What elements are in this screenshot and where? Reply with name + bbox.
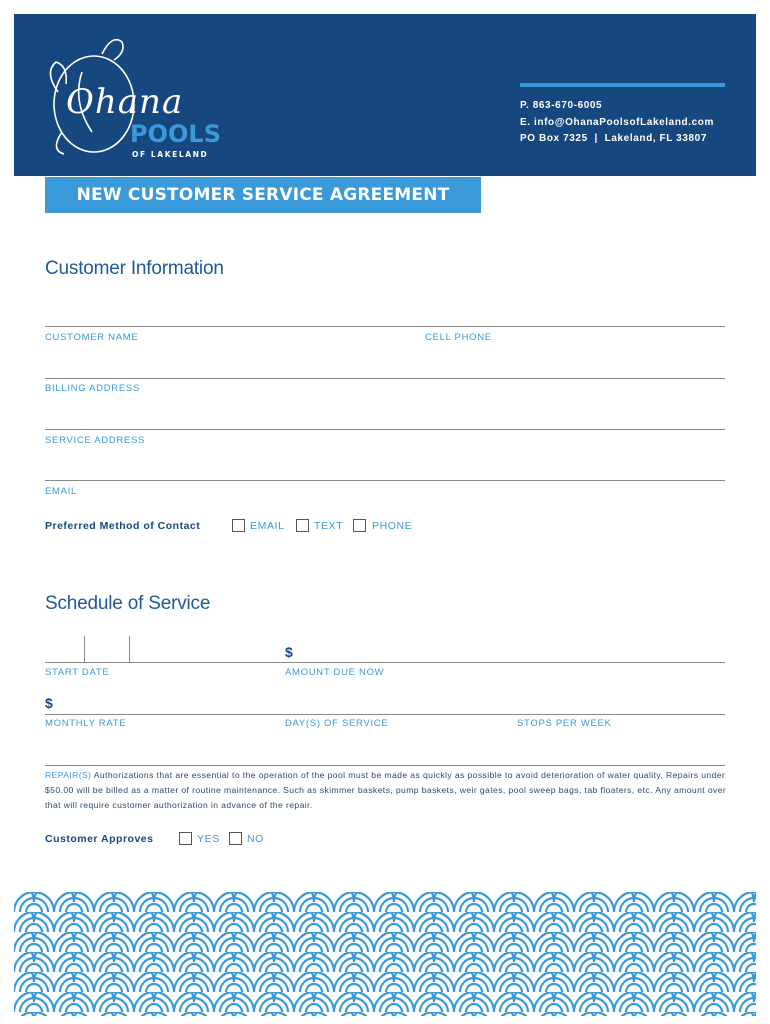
cell-phone-label: CELL PHONE bbox=[425, 332, 492, 343]
start-date-label: START DATE bbox=[45, 667, 110, 678]
logo-script-text: Ohana bbox=[66, 82, 184, 122]
customer-approves-label: Customer Approves bbox=[45, 833, 154, 845]
schedule-title: Schedule of Service bbox=[45, 593, 211, 614]
customer-info-title: Customer Information bbox=[45, 258, 224, 279]
monthly-rate-label: MONTHLY RATE bbox=[45, 718, 127, 729]
document-title-banner: NEW CUSTOMER SERVICE AGREEMENT bbox=[45, 177, 481, 213]
contact-text-checkbox[interactable] bbox=[296, 519, 309, 532]
billing-address-label: BILLING ADDRESS bbox=[45, 383, 140, 394]
repairs-heading: REPAIR(S) bbox=[45, 770, 92, 780]
date-divider-2 bbox=[129, 636, 130, 662]
email-label: EMAIL bbox=[45, 486, 78, 497]
contact-divider bbox=[520, 83, 725, 87]
header-bar bbox=[14, 14, 756, 176]
service-address-label: SERVICE ADDRESS bbox=[45, 435, 146, 446]
contact-phone-checkbox[interactable] bbox=[353, 519, 366, 532]
approve-no-option: NO bbox=[247, 833, 264, 845]
approve-yes-option: YES bbox=[197, 833, 220, 845]
date-divider-1 bbox=[84, 636, 85, 662]
customer-name-line[interactable] bbox=[45, 326, 725, 327]
stops-per-week-label: STOPS PER WEEK bbox=[517, 718, 612, 729]
amount-due-dollar-sign: $ bbox=[285, 644, 293, 660]
approve-no-checkbox[interactable] bbox=[229, 832, 242, 845]
contact-address: PO Box 7325 | Lakeland, FL 33807 bbox=[520, 133, 707, 144]
contact-email-option: EMAIL bbox=[250, 520, 285, 532]
days-of-service-label: DAY(S) OF SERVICE bbox=[285, 718, 389, 729]
company-logo bbox=[42, 32, 242, 162]
logo-subtitle: OF LAKELAND bbox=[132, 150, 209, 159]
customer-name-label: CUSTOMER NAME bbox=[45, 332, 139, 343]
billing-address-line[interactable] bbox=[45, 378, 725, 379]
service-address-line[interactable] bbox=[45, 429, 725, 430]
contact-email-checkbox[interactable] bbox=[232, 519, 245, 532]
contact-phone: P. 863-670-6005 bbox=[520, 100, 603, 111]
logo-pools-text: POOLS bbox=[130, 120, 221, 148]
repairs-paragraph bbox=[45, 768, 727, 813]
contact-text-option: TEXT bbox=[314, 520, 344, 532]
repairs-line[interactable] bbox=[45, 765, 725, 766]
repairs-text: Authorizations that are essential to the operation of the pool must be made as quickly as possible to avoid deterioration of water quality. Repairs under $50.00 will be billed as a matter of routine maintenance. Such as skimmer baskets, pump baskets, weir gates, pool sweep bags, tab floaters, etc. Any amount over that will require customer authorization in advance of the repair. bbox=[45, 770, 727, 810]
amount-due-label: AMOUNT DUE NOW bbox=[285, 667, 385, 678]
contact-phone-option: PHONE bbox=[372, 520, 413, 532]
email-line[interactable] bbox=[45, 480, 725, 481]
contact-email: E. info@OhanaPoolsofLakeland.com bbox=[520, 117, 714, 128]
monthly-rate-line[interactable] bbox=[45, 714, 725, 715]
approve-yes-checkbox[interactable] bbox=[179, 832, 192, 845]
monthly-rate-dollar-sign: $ bbox=[45, 695, 53, 711]
preferred-contact-label: Preferred Method of Contact bbox=[45, 520, 201, 532]
wave-pattern-footer bbox=[14, 892, 756, 1016]
start-date-amount-line[interactable] bbox=[45, 662, 725, 663]
